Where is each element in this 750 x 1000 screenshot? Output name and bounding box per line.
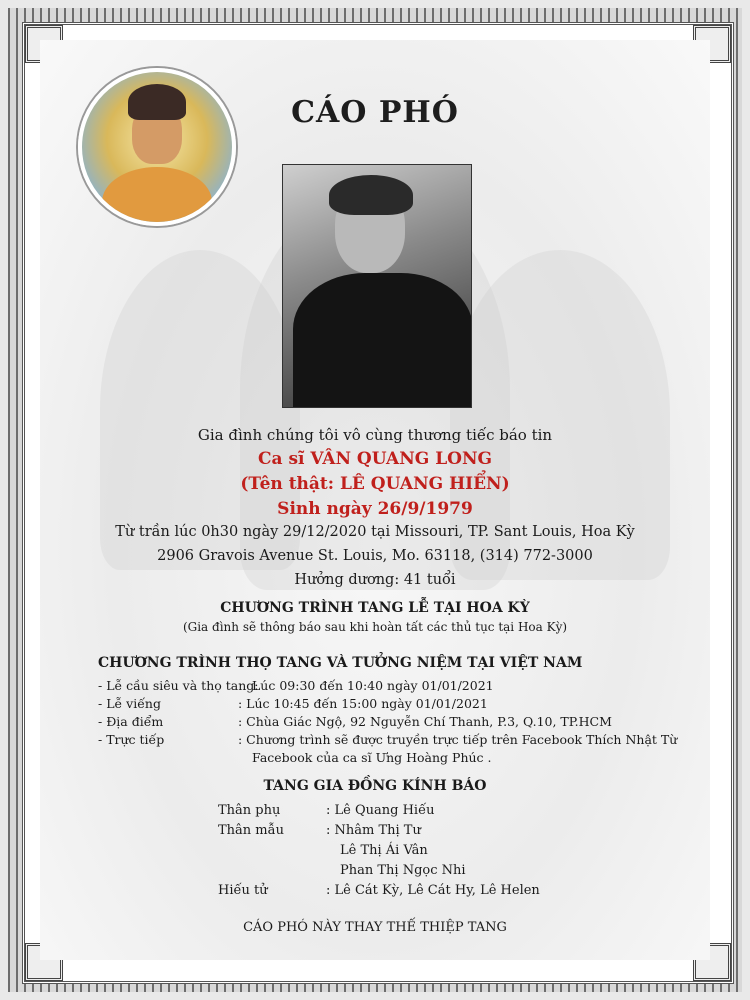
- children-label: Hiếu tử: [218, 883, 268, 898]
- mother-name: Phan Thị Ngọc Nhi: [340, 863, 466, 878]
- death-info: Từ trần lúc 0h30 ngày 29/12/2020 tại Missouri, TP. Sant Louis, Hoa Kỳ: [115, 524, 635, 540]
- father-label: Thân phụ: [218, 803, 281, 818]
- program-item-value-cont: Facebook của ca sĩ Ưng Hoàng Phúc .: [252, 750, 492, 765]
- obituary-page: [40, 40, 710, 960]
- address: 2906 Gravois Avenue St. Louis, Mo. 63118, (314) 772-3000: [157, 548, 593, 564]
- mother-name: : Nhâm Thị Tư: [326, 823, 421, 838]
- program-item-value: : Chùa Giác Ngộ, 92 Nguyễn Chí Thanh, P.3, Q.10, TP.HCM: [238, 714, 612, 729]
- program-item-value: Lúc 09:30 đến 10:40 ngày 01/01/2021: [252, 678, 494, 693]
- buddha-portrait: [78, 68, 236, 226]
- real-name: (Tên thật: LÊ QUANG HIỂN): [240, 474, 510, 494]
- deceased-name: Ca sĩ VÂN QUANG LONG: [257, 449, 493, 469]
- program-item-value: : Lúc 10:45 đến 15:00 ngày 01/01/2021: [238, 696, 488, 711]
- us-program-note: (Gia đình sẽ thông báo sau khi hoàn tất các thủ tục tại Hoa Kỳ): [182, 620, 568, 634]
- age: Hưởng dương: 41 tuổi: [294, 572, 456, 588]
- mother-name: Lê Thị Ái Vân: [340, 843, 428, 858]
- mother-label: Thân mẫu: [218, 823, 284, 838]
- family-title: TANG GIA ĐỒNG KÍNH BÁO: [263, 778, 487, 794]
- us-program-title: CHƯƠNG TRÌNH TANG LỄ TẠI HOA KỲ: [220, 600, 530, 616]
- program-item-label: - Lễ viếng: [98, 696, 161, 711]
- children-names: : Lê Cát Kỳ, Lê Cát Hy, Lê Helen: [326, 883, 540, 898]
- program-item-value: : Chương trình sẽ được truyền trực tiếp trên Facebook Thích Nhật Từ: [238, 732, 678, 747]
- portrait-photo: [282, 164, 472, 408]
- program-item-label: - Trực tiếp: [98, 732, 165, 747]
- intro-text: Gia đình chúng tôi vô cùng thương tiếc báo tin: [197, 426, 553, 444]
- father-name: : Lê Quang Hiếu: [326, 803, 435, 818]
- birth-date: Sinh ngày 26/9/1979: [277, 499, 473, 519]
- program-item-label: - Địa điểm: [98, 714, 164, 729]
- footer-text: CÁO PHÓ NÀY THAY THẾ THIỆP TANG: [243, 920, 507, 935]
- program-item-label: - Lễ cầu siêu và thọ tang:: [98, 678, 259, 693]
- vn-program-title: CHƯƠNG TRÌNH THỌ TANG VÀ TƯỞNG NIỆM TẠI VIỆT NAM: [98, 655, 583, 671]
- page-title: CÁO PHÓ: [291, 95, 459, 130]
